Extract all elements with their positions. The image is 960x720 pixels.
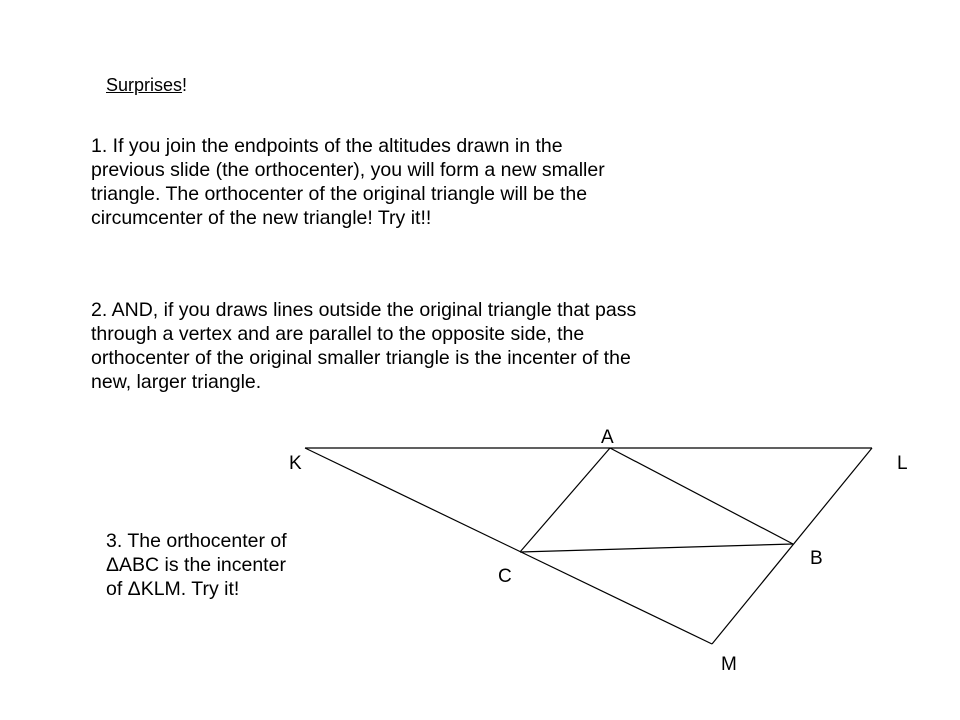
paragraph-1-line: 1. If you join the endpoints of the altitudes drawn in the: [91, 135, 563, 157]
vertex-label-c: C: [498, 566, 512, 587]
paragraph-3-line: ΔABC is the incenter: [106, 554, 286, 576]
segment-ab: [610, 448, 793, 544]
vertex-label-m: M: [721, 654, 737, 675]
vertex-label-k: K: [289, 453, 302, 474]
paragraph-3-line: 3. The orthocenter of: [106, 530, 287, 552]
slide-title-text: Surprises: [106, 75, 183, 95]
segment-bc: [520, 544, 793, 552]
paragraph-1-line: circumcenter of the new triangle! Try it!!: [91, 207, 432, 229]
vertex-label-a: A: [601, 427, 614, 448]
slide-title-mark: !: [182, 75, 188, 95]
vertex-label-b: B: [810, 548, 823, 569]
vertex-label-l: L: [897, 453, 908, 474]
paragraph-1-line: triangle. The orthocenter of the original triangle will be the: [91, 183, 588, 205]
paragraph-3-line: of ΔKLM. Try it!: [106, 578, 240, 600]
paragraph-1-line: previous slide (the orthocenter), you will form a new smaller: [91, 159, 605, 181]
paragraph-2-line: through a vertex and are parallel to the opposite side, the: [91, 323, 585, 345]
segment-km: [305, 448, 712, 644]
paragraph-2-line: new, larger triangle.: [91, 371, 262, 393]
segment-ac: [520, 448, 610, 552]
paragraph-2-line: orthocenter of the original smaller triangle is the incenter of the: [91, 347, 631, 369]
paragraph-2-line: 2. AND, if you draws lines outside the original triangle that pass: [91, 299, 637, 321]
